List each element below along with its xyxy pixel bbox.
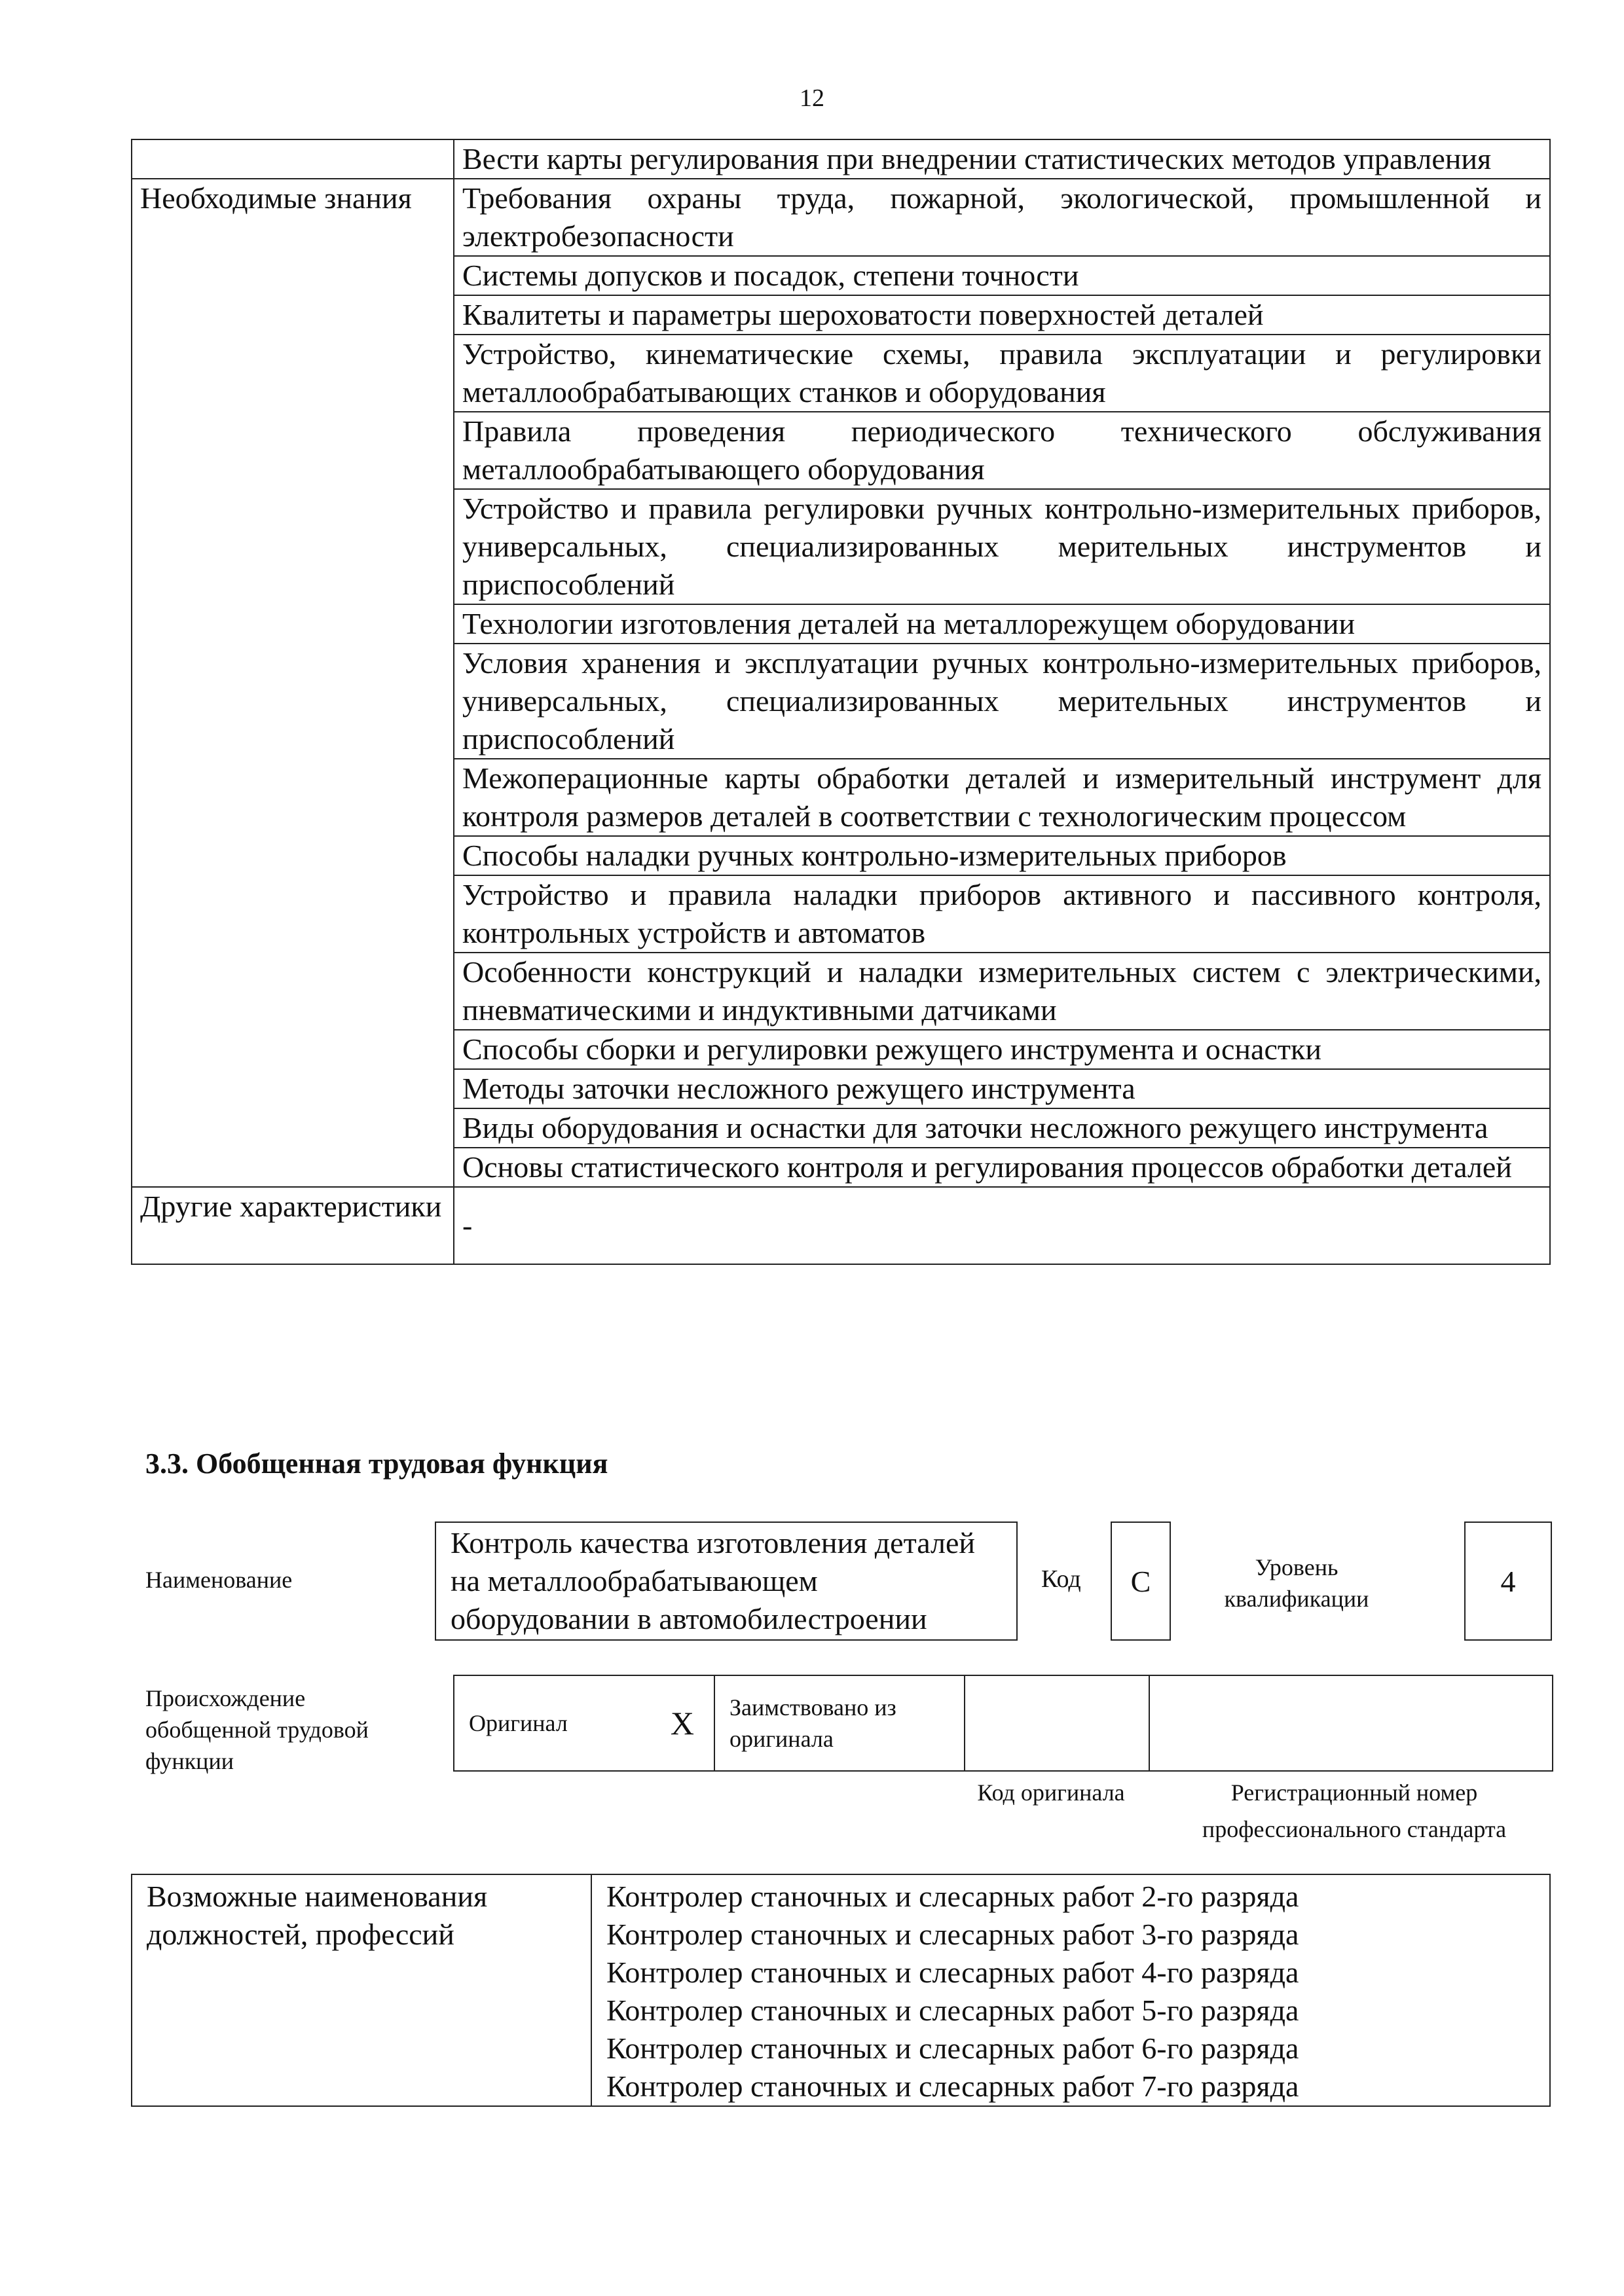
registration-number-cell bbox=[1149, 1675, 1553, 1771]
name-label: Наименование bbox=[145, 1567, 293, 1593]
position-item: Контролер станочных и слесарных работ 6-го разряда bbox=[606, 2032, 1299, 2065]
position-item: Контролер станочных и слесарных работ 7-го разряда bbox=[606, 2069, 1299, 2103]
knowledge-row: Системы допусков и посадок, степени точности bbox=[454, 256, 1550, 295]
knowledge-row: Методы заточки несложного режущего инструмента bbox=[454, 1069, 1550, 1108]
other-characteristics-label: Другие характеристики bbox=[132, 1187, 454, 1264]
knowledge-row: Основы статистического контроля и регулирования процессов обработки деталей bbox=[454, 1148, 1550, 1187]
code-value-box: C bbox=[1111, 1522, 1171, 1641]
page-number: 12 bbox=[800, 84, 824, 112]
original-code-caption: Код оригинала bbox=[977, 1779, 1125, 1806]
position-item: Контролер станочных и слесарных работ 3-го разряда bbox=[606, 1918, 1299, 1951]
positions-list bbox=[591, 1874, 1550, 2106]
empty-label-cell bbox=[132, 139, 454, 179]
borrowed-label: Заимствовано из оригинала bbox=[714, 1675, 965, 1771]
registration-number-caption: Регистрационный номер профессионального стандарта bbox=[1202, 1779, 1507, 1842]
position-item: Контролер станочных и слесарных работ 4-го разряда bbox=[606, 1956, 1299, 1989]
knowledge-table bbox=[131, 139, 1551, 1265]
knowledge-row: Способы сборки и регулировки режущего инструмента и оснастки bbox=[454, 1030, 1550, 1069]
knowledge-row: Межоперационные карты обработки деталей и измерительный инструмент для контроля размеров деталей в соответствии с технологическим процессом bbox=[454, 759, 1550, 836]
knowledge-label: Необходимые знания bbox=[132, 179, 454, 1187]
positions-table bbox=[131, 1874, 1551, 2107]
origin-table bbox=[453, 1675, 1553, 1772]
function-name-box: Контроль качества изготовления деталей на металлообрабатывающем оборудовании в автомобилестроении bbox=[435, 1522, 1018, 1641]
qualification-level-box: 4 bbox=[1464, 1522, 1552, 1641]
code-label: Код bbox=[1041, 1565, 1081, 1593]
knowledge-row: Устройство и правила наладки приборов активного и пассивного контроля, контрольных устройств и автоматов bbox=[454, 875, 1550, 953]
knowledge-row: Устройство, кинематические схемы, правила эксплуатации и регулировки металлообрабатывающих станков и оборудования bbox=[454, 335, 1550, 412]
knowledge-row: Технологии изготовления деталей на металлорежущем оборудовании bbox=[454, 604, 1550, 644]
knowledge-row: Устройство и правила регулировки ручных контрольно-измерительных приборов, универсальных, специализированных мерительных инструментов и приспособлений bbox=[454, 489, 1550, 604]
knowledge-row: Требования охраны труда, пожарной, экологической, промышленной и электробезопасности bbox=[454, 179, 1550, 256]
other-characteristics-value: - bbox=[454, 1187, 1550, 1264]
original-code-cell bbox=[965, 1675, 1149, 1771]
knowledge-row: Виды оборудования и оснастки для заточки несложного режущего инструмента bbox=[454, 1108, 1550, 1148]
knowledge-row: Особенности конструкций и наладки измерительных систем с электрическими, пневматическими и индуктивными датчиками bbox=[454, 953, 1550, 1030]
knowledge-row: Квалитеты и параметры шероховатости поверхностей деталей bbox=[454, 295, 1550, 335]
knowledge-row: Способы наладки ручных контрольно-измерительных приборов bbox=[454, 836, 1550, 875]
knowledge-row: Вести карты регулирования при внедрении статистических методов управления bbox=[454, 139, 1550, 179]
original-label: Оригинал bbox=[454, 1675, 572, 1771]
position-item: Контролер станочных и слесарных работ 5-го разряда bbox=[606, 1994, 1299, 2027]
origin-label: Происхождение обобщенной трудовой функции bbox=[145, 1685, 369, 1774]
position-item: Контролер станочных и слесарных работ 2-го разряда bbox=[606, 1880, 1299, 1913]
qualification-level-label: Уровень квалификации bbox=[1224, 1554, 1369, 1612]
original-mark: X bbox=[572, 1675, 714, 1771]
section-title: 3.3. Обобщенная трудовая функция bbox=[145, 1448, 608, 1480]
knowledge-row: Условия хранения и эксплуатации ручных контрольно-измерительных приборов, универсальных, специализированных мерительных инструментов и приспособлений bbox=[454, 644, 1550, 759]
positions-label: Возможные наименования должностей, профессий bbox=[132, 1874, 591, 2106]
knowledge-row: Правила проведения периодического технического обслуживания металлообрабатывающего оборудования bbox=[454, 412, 1550, 489]
